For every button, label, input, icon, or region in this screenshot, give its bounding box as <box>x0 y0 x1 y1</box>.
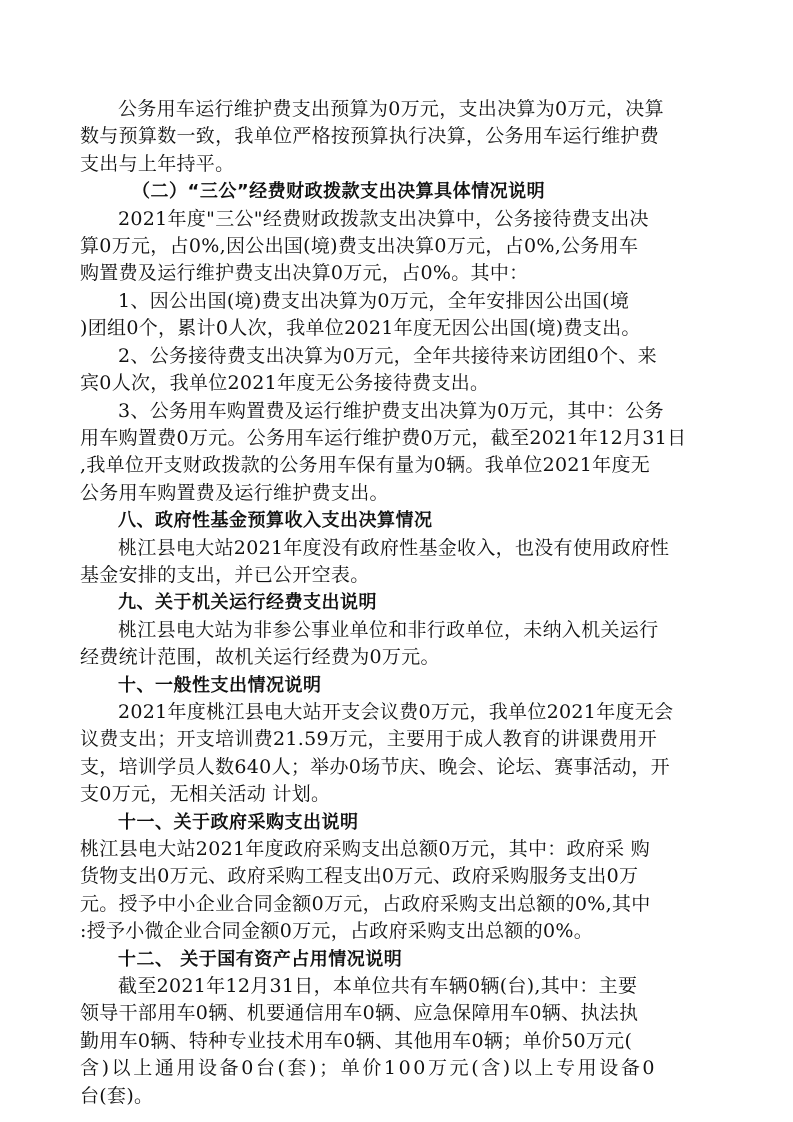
paragraph-line: 桃江县电大站2021年度政府采购支出总额0万元，其中：政府采 购 <box>80 837 651 860</box>
paragraph-line: 货物支出0万元、政府采购工程支出0万元、政府采购服务支出0万 <box>80 865 639 888</box>
section-heading-9: 九、关于机关运行经费支出说明 <box>118 592 377 614</box>
paragraph-line: 元。授予中小企业合同金额0万元，占政府采购支出总额的0%,其中 <box>80 892 651 915</box>
paragraph-line: 数与预算数一致，我单位严格按预算执行决算，公务用车运行维护费 <box>80 125 660 148</box>
paragraph-line: 台(套)。 <box>80 1084 154 1107</box>
paragraph-line: 桃江县电大站为非参公事业单位和非行政单位，未纳入机关运行 <box>118 618 659 641</box>
paragraph-line: 3、公务用车购置费及运行维护费支出决算为0万元，其中：公务 <box>118 399 664 422</box>
section-heading-8: 八、政府性基金预算收入支出决算情况 <box>118 510 433 532</box>
paragraph-line: 基金安排的支出，并已公开空表。 <box>80 563 370 586</box>
paragraph-line: 桃江县电大站2021年度没有政府性基金收入，也没有使用政府性 <box>118 536 670 559</box>
section-heading-10: 十、一般性支出情况说明 <box>118 674 322 696</box>
paragraph-line: 1、因公出国(境)费支出决算为0万元，全年安排因公出国(境 <box>118 289 630 312</box>
paragraph-line: 含)以上通用设备0台(套)；单价100万元(含)以上专用设备0 <box>80 1057 658 1080</box>
paragraph-line: 勤用车0辆、特种专业技术用车0辆、其他用车0辆；单价50万元( <box>80 1029 633 1052</box>
paragraph-line: ,我单位开支财政拨款的公务用车保有量为0辆。我单位2021年度无 <box>80 454 651 477</box>
paragraph-line: 宾0人次，我单位2021年度无公务接待费支出。 <box>80 372 490 395</box>
section-heading-sangong: （二）“三公”经费财政拨款支出决算具体情况说明 <box>132 181 546 203</box>
paragraph-line: :授予小微企业合同金额0万元，占政府采购支出总额的0%。 <box>80 920 594 943</box>
paragraph-line: 截至2021年12月31日，本单位共有车辆0辆(台),其中：主要 <box>118 975 638 997</box>
paragraph-line: 议费支出；开支培训费21.59万元，主要用于成人教育的讲课费用开 <box>80 728 657 751</box>
paragraph-line: 2、公务接待费支出决算为0万元，全年共接待来访团组0个、来 <box>118 344 657 367</box>
paragraph-line: 算0万元，占0%,因公出国(境)费支出决算0万元，占0%,公务用车 <box>80 235 639 257</box>
paragraph-line: 公务用车运行维护费支出预算为0万元，支出决算为0万元，决算 <box>118 98 664 120</box>
paragraph-line: 用车购置费0万元。公务用车运行维护费0万元，截至2021年12月31日 <box>80 426 687 449</box>
paragraph-line: 经费统计范围，故机关运行经费为0万元。 <box>80 646 440 669</box>
paragraph-line: 领导干部用车0辆、机要通信用车0辆、应急保障用车0辆、执法执 <box>80 1002 639 1025</box>
section-heading-11: 十一、关于政府采购支出说明 <box>118 811 359 833</box>
paragraph-line: 支0万元，无相关活动 计划。 <box>80 783 331 806</box>
paragraph-line: 2021年度桃江县电大站开支会议费0万元，我单位2021年度无会 <box>118 700 674 723</box>
section-heading-12: 十二、 关于国有资产占用情况说明 <box>118 948 403 970</box>
paragraph-line: 公务用车购置费及运行维护费支出。 <box>80 481 389 504</box>
paragraph-line: 2021年度"三公"经费财政拨款支出决算中，公务接待费支出决 <box>118 207 649 230</box>
paragraph-line: 支出与上年持平。 <box>80 152 235 175</box>
paragraph-line: 购置费及运行维护费支出决算0万元，占0%。其中： <box>80 262 529 285</box>
paragraph-line: )团组0个，累计0人次，我单位2021年度无因公出国(境)费支出。 <box>80 317 641 340</box>
paragraph-line: 支，培训学员人数640人；举办0场节庆、晚会、论坛、赛事活动，开 <box>80 755 670 778</box>
